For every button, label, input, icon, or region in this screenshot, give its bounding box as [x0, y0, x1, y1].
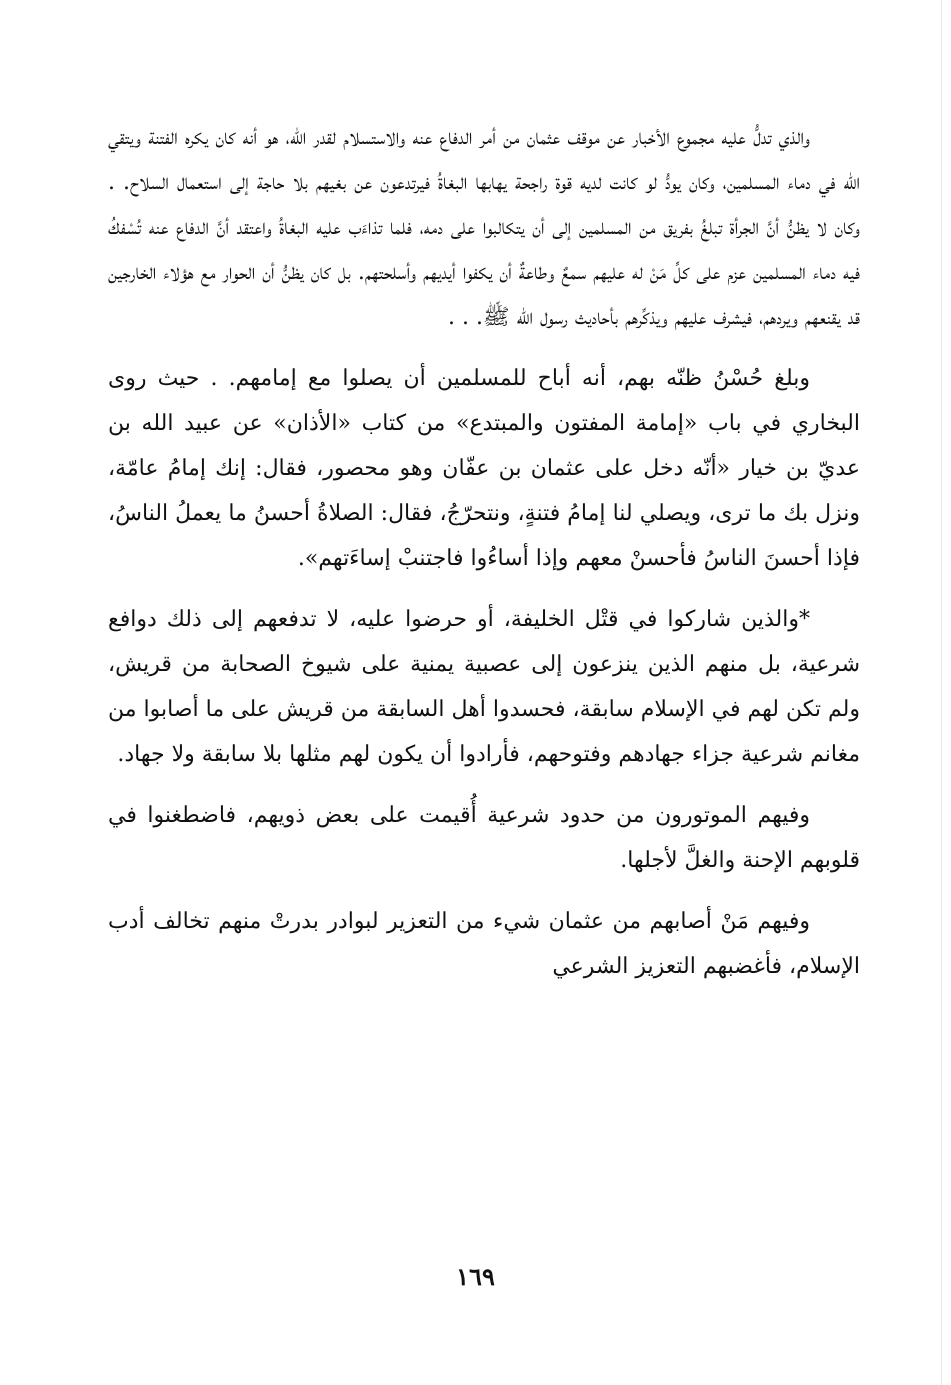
- paragraph-vengeful-ones: وفيهم الموتورون من حدود شرعية أُقيمت على بعض ذويهم، فاضطغنوا في قلوبهم الإحنة والغلَّ لأجلها.: [108, 803, 860, 873]
- paragraph-uthman-defense: والذي تدلُّ عليه مجموع الأخبار عن موقف عثمان من أمر الدفاع عنه والاستسلام لقدر الله، هو أنه كان يكره الفتنة ويتقي الله في دماء المسلمين، وكان يودُّ لو كانت لديه قوة راجحة يهابها البغاةُ فيرتدعون عن بغيهم بلا حاجة إلى استعمال السلاح. . وكان لا يظنُّ أنَّ الجرأة تبلغُ بفريق من المسلمين إلى أن يتكالبوا على دمه، فلما تذاءَب عليه البغاةُ واعتقد أنَّ الدفاع عنه تُسْفكُ فيه دماء المسلمين عزم على كلِّ مَنْ له عليهم سمعٌ وطاعةٌ أن يكفوا أيديهم وأسلحتهم. بل كان يظنُّ أن الحوار مع هؤلاء الخارجين قد يقنعهم ويردهم، فيشرف عليهم ويذكِّرهم بأحاديث رسول الله ﷺ. . .: [108, 125, 860, 330]
- paragraph-participants-motives: *والذين شاركوا في قتْل الخليفة، أو حرضوا عليه، لا تدفعهم إلى ذلك دوافع شرعية، بل منهم الذين ينزعون إلى عصبية يمنية على شيوخ الصحابة من قريش، ولم تكن لهم في الإسلام سابقة، فحسدوا أهل السابقة من قريش على ما أصابوا من مغانم شرعية جزاء جهادهم وفتوحهم، فأرادوا أن يكون لهم مثلها بلا سابقة ولا جهاد.: [108, 607, 860, 767]
- paragraph-disciplined-ones: وفيهم مَنْ أصابهم من عثمان شيء من التعزير لبوادر بدرتْ منهم تخالف أدب الإسلام، فأغضبهم التعزيز الشرعي: [108, 909, 860, 979]
- body-text: [108, 115, 860, 989]
- paragraph-prayer-behind-imam: وبلغ حُسْنُ ظنّه بهم، أنه أباح للمسلمين أن يصلوا مع إمامهم. . حيث روى البخاري في باب «إمامة المفتون والمبتدع» من كتاب «الأذان» عن عبيد الله بن عديّ بن خيار «أنّه دخل على عثمان بن عفّان وهو محصور، فقال: إنك إمامُ عامّة، ونزل بك ما ترى، ويصلي لنا إمامُ فتنةٍ، ونتحرّجُ، فقال: الصلاةُ أحسنُ ما يعملُ الناسُ، فإذا أحسنَ الناسُ فأحسنْ معهم وإذا أساءُوا فاجتنبْ إساءَتهم».: [108, 366, 860, 571]
- page-number: ١٦٩: [456, 1262, 495, 1291]
- page-edge-line: [941, 0, 942, 1385]
